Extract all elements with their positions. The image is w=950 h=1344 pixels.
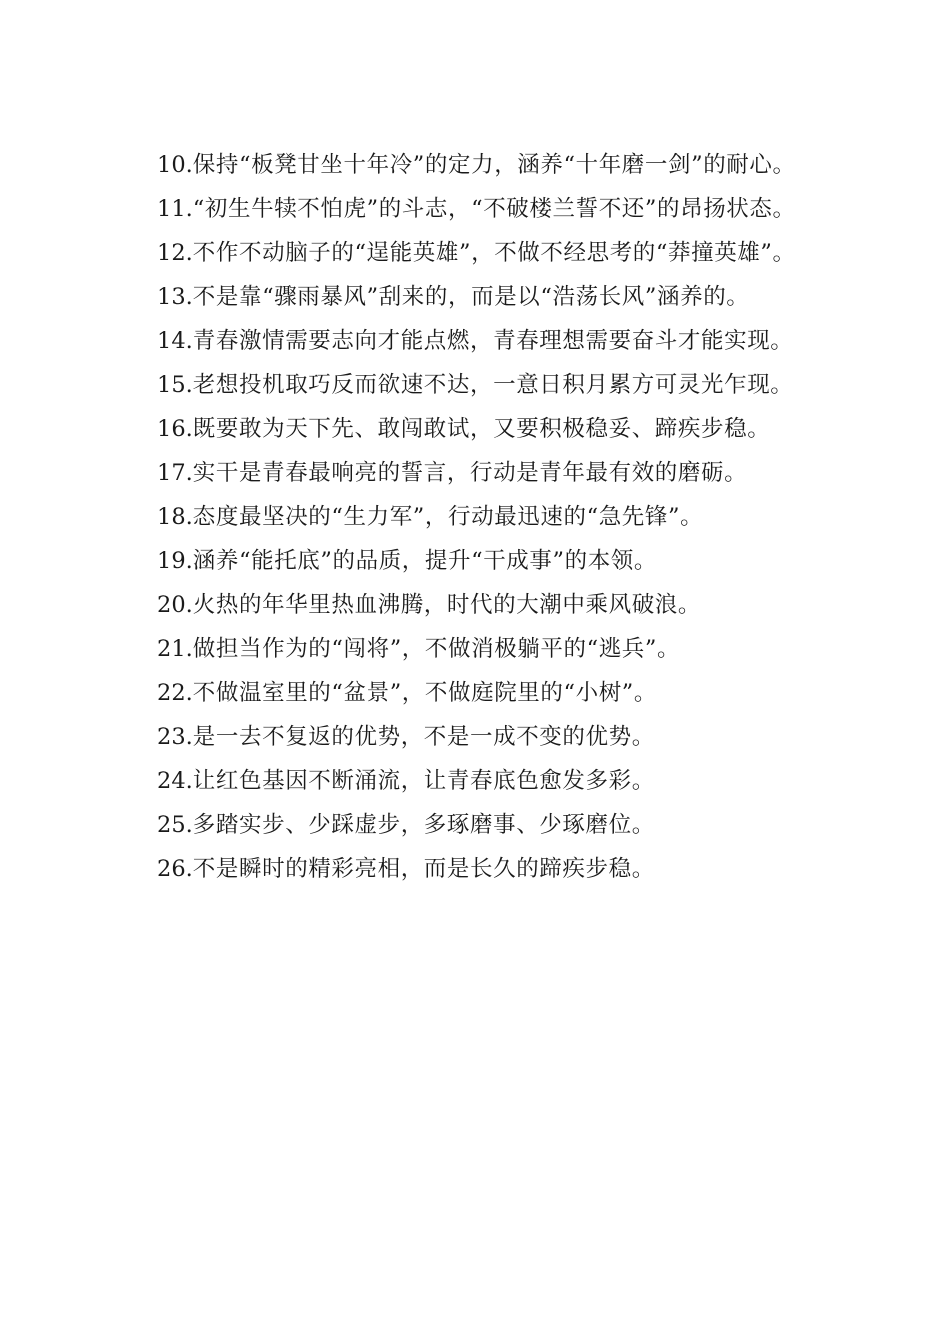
list-item (120, 539, 826, 583)
list-item (120, 319, 826, 363)
list-item (120, 363, 826, 407)
item-number: 24. (157, 768, 193, 794)
item-text: 是一去不复返的优势，不是一成不变的优势。 (192, 724, 655, 750)
item-text: 态度最坚决的“生力军”，行动最迅速的“急先锋”。 (192, 504, 704, 530)
item-number: 20. (157, 592, 193, 618)
item-text: 涵养“能托底”的品质，提升“干成事”的本领。 (192, 548, 658, 574)
item-number: 17. (157, 460, 193, 486)
item-text: 不作不动脑子的“逞能英雄”，不做不经思考的“莽撞英雄”。 (192, 240, 796, 266)
list-item (120, 715, 826, 759)
item-text: 火热的年华里热血沸腾，时代的大潮中乘风破浪。 (192, 592, 701, 618)
item-number: 15. (157, 372, 193, 398)
list-item (120, 627, 826, 671)
item-text: 老想投机取巧反而欲速不达，一意日积月累方可灵光乍现。 (192, 372, 794, 398)
item-text: 多踏实步、少踩虚步，多琢磨事、少琢磨位。 (192, 812, 655, 838)
list-item (120, 847, 826, 891)
list-item (120, 803, 826, 847)
item-number: 11. (157, 196, 193, 222)
list-item (120, 407, 826, 451)
list-item (120, 583, 826, 627)
item-number: 10. (157, 152, 193, 178)
item-text: 不做温室里的“盆景”，不做庭院里的“小树”。 (192, 680, 658, 706)
item-text: “初生牛犊不怕虎”的斗志，“不破楼兰誓不还”的昂扬状态。 (192, 196, 796, 222)
list-item (120, 143, 826, 187)
item-number: 12. (157, 240, 193, 266)
item-number: 13. (157, 284, 193, 310)
list-item (120, 275, 826, 319)
item-number: 14. (157, 328, 193, 354)
item-number: 19. (157, 548, 193, 574)
item-number: 25. (157, 812, 193, 838)
item-text: 让红色基因不断涌流，让青春底色愈发多彩。 (192, 768, 655, 794)
item-text: 实干是青春最响亮的誓言，行动是青年最有效的磨砺。 (192, 460, 748, 486)
list-item (120, 759, 826, 803)
item-text: 既要敢为天下先、敢闯敢试，又要积极稳妥、蹄疾步稳。 (192, 416, 771, 442)
item-text: 不是靠“骤雨暴风”刮来的，而是以“浩荡长风”涵养的。 (192, 284, 750, 310)
item-text: 不是瞬时的精彩亮相，而是长久的蹄疾步稳。 (192, 856, 655, 882)
list-item (120, 451, 826, 495)
item-text: 保持“板凳甘坐十年冷”的定力，涵养“十年磨一剑”的耐心。 (192, 152, 796, 178)
item-text: 做担当作为的“闯将”，不做消极躺平的“逃兵”。 (192, 636, 681, 662)
item-number: 18. (157, 504, 193, 530)
item-number: 22. (157, 680, 193, 706)
list-item (120, 671, 826, 715)
document-body (120, 143, 826, 891)
item-number: 23. (157, 724, 193, 750)
item-text: 青春激情需要志向才能点燃，青春理想需要奋斗才能实现。 (192, 328, 794, 354)
item-number: 26. (157, 856, 193, 882)
list-item (120, 187, 826, 231)
list-item (120, 495, 826, 539)
item-number: 21. (157, 636, 193, 662)
list-item (120, 231, 826, 275)
item-number: 16. (157, 416, 193, 442)
